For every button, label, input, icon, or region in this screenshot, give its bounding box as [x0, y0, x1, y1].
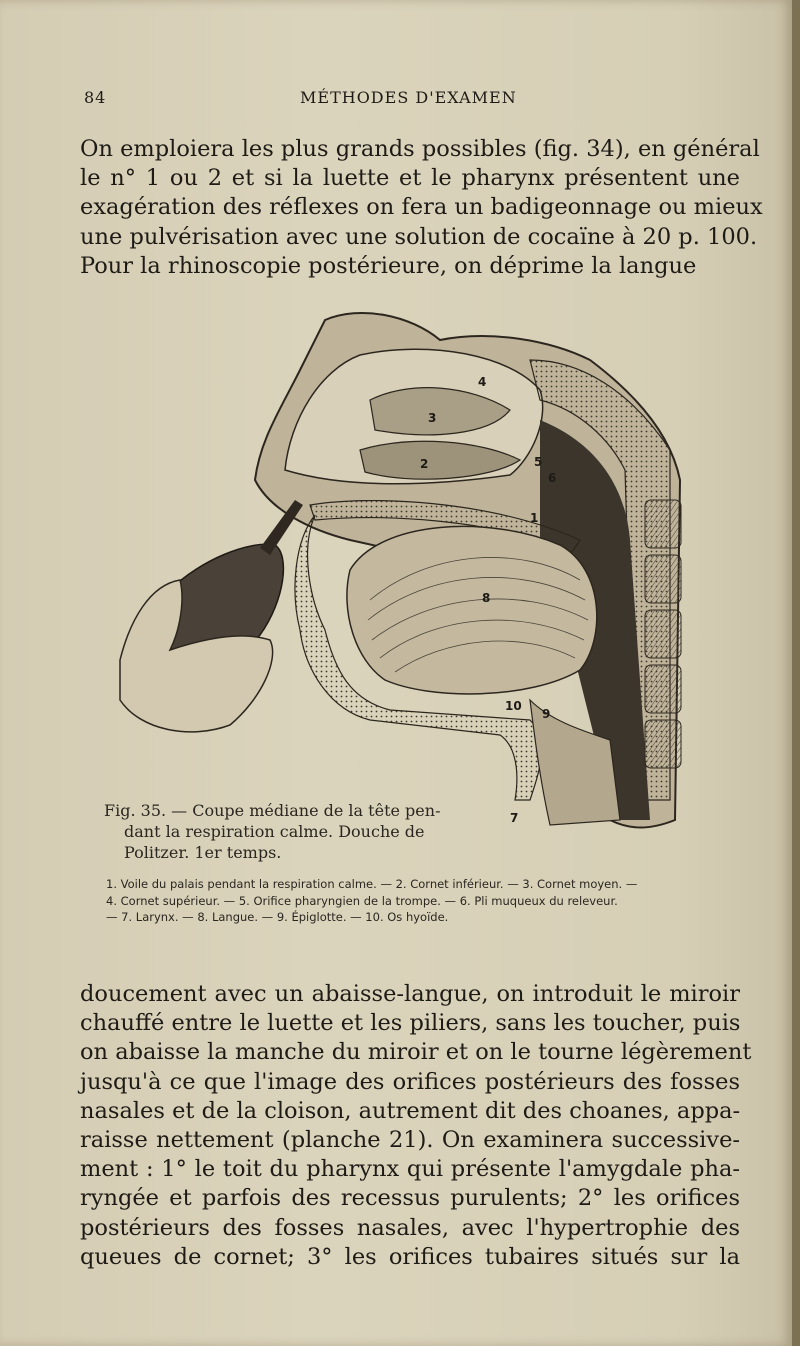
paragraph-1: [80, 135, 763, 281]
label-5: 5: [534, 455, 543, 469]
anatomy-illustration: [110, 300, 710, 860]
caption-line: Fig. 35. — Coupe médiane de la tête pen-: [104, 801, 441, 820]
label-3: 3: [428, 411, 437, 425]
text-line: doucement avec un abaisse-langue, on introduit le miroir: [80, 981, 740, 1007]
text-line: On emploiera les plus grands possibles (fig. 34), en général: [80, 136, 760, 162]
text-line: on abaisse la manche du miroir et on le tourne légèrement: [80, 1039, 752, 1066]
text-line: exagération des réflexes on fera un badigeonnage ou mieux: [80, 194, 763, 221]
text-line: ryngée et parfois des recessus purulents; 2° les orifices: [80, 1185, 740, 1212]
caption-line: dant la respiration calme. Douche de: [124, 822, 425, 841]
text-line: jusqu'à ce que l'image des orifices postérieurs des fosses: [80, 1068, 740, 1095]
paragraph-2: [80, 980, 752, 1272]
label-8: 8: [482, 591, 491, 605]
label-2: 2: [420, 457, 429, 471]
text-line: le n° 1 ou 2 et si la luette et le pharynx présentent une: [80, 165, 740, 192]
legend-line: 1. Voile du palais pendant la respiration calme. — 2. Cornet inférieur. — 3. Cornet moyen. —: [106, 877, 638, 891]
label-1: 1: [530, 511, 539, 525]
text-line: Pour la rhinoscopie postérieure, on déprime la langue: [80, 252, 697, 279]
legend-line: 4. Cornet supérieur. — 5. Orifice pharyngien de la trompe. — 6. Pli muqueux du releveur.: [106, 893, 618, 908]
text-line: une pulvérisation avec une solution de cocaïne à 20 p. 100.: [80, 223, 758, 250]
label-6: 6: [548, 471, 557, 485]
label-9: 9: [542, 707, 551, 721]
page-number: 84: [84, 88, 107, 107]
text-line: nasales et de la cloison, autrement dit des choanes, appa-: [80, 1097, 741, 1124]
figure-caption: [104, 800, 474, 863]
page-edge: [792, 0, 800, 1346]
tongue-shape: [347, 526, 597, 694]
text-line: queues de cornet; 3° les orifices tubaires situés sur la: [80, 1243, 740, 1270]
vertebrae: [645, 500, 681, 768]
text-line: ment : 1° le toit du pharynx qui présente l'amygdale pha-: [80, 1156, 740, 1183]
caption-line: Politzer. 1er temps.: [124, 843, 282, 862]
label-7: 7: [510, 811, 519, 825]
text-line: postérieurs des fosses nasales, avec l'hypertrophie des: [80, 1214, 740, 1241]
legend-line: — 7. Larynx. — 8. Langue. — 9. Épiglotte. — 10. Os hyoïde.: [106, 910, 449, 924]
text-line: chauffé entre le luette et les piliers, sans les toucher, puis: [80, 1010, 741, 1037]
label-10: 10: [505, 699, 522, 713]
chapter-title: MÉTHODES D'EXAMEN: [300, 88, 517, 107]
text-line: raisse nettement (planche 21). On examinera successive-: [80, 1127, 740, 1154]
label-4: 4: [478, 375, 487, 389]
figure-legend: [106, 876, 736, 926]
